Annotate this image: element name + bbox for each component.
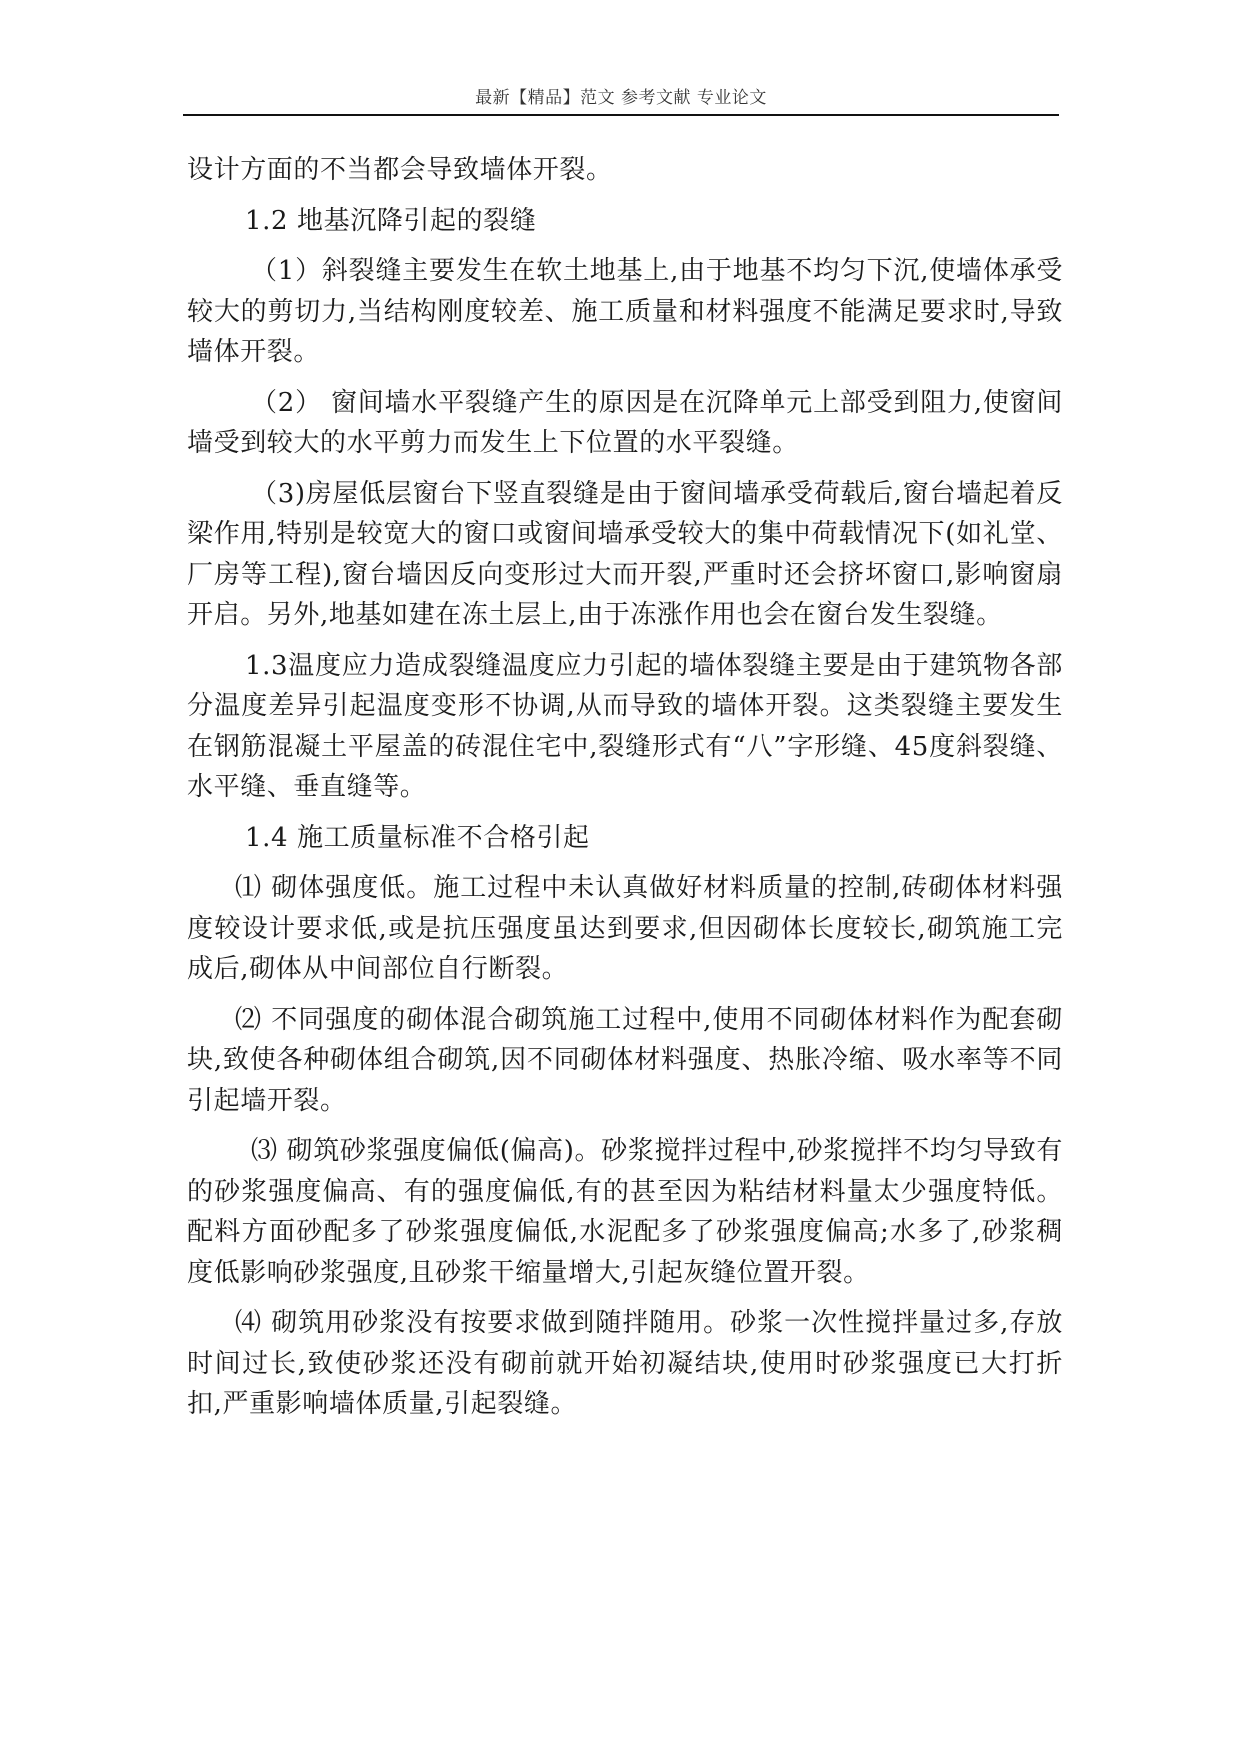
paragraph: 1.3温度应力造成裂缝温度应力引起的墙体裂缝主要是由于建筑物各部分温度差异引起温度变形不协调,从而导致的墙体开裂。这类裂缝主要发生在钢筋混凝土平屋盖的砖混住宅中,裂缝形式有“八”字形缝、45度斜裂缝、水平缝、垂直缝等。: [187, 650, 1063, 802]
paragraph: （3)房屋低层窗台下竖直裂缝是由于窗间墙承受荷载后,窗台墙起着反梁作用,特别是较宽大的窗口或窗间墙承受较大的集中荷载情况下(如礼堂、厂房等工程),窗台墙因反向变形过大而开裂,严重时还会挤坏窗口,影响窗扇开启。另外,地基如建在冻土层上,由于冻涨作用也会在窗台发生裂缝。: [187, 478, 1063, 630]
paragraph: （1）斜裂缝主要发生在软土地基上,由于地基不均匀下沉,使墙体承受较大的剪切力,当结构刚度较差、施工质量和材料强度不能满足要求时,导致墙体开裂。: [187, 256, 1063, 367]
document-body: [187, 150, 1063, 1435]
paragraph: （2） 窗间墙水平裂缝产生的原因是在沉降单元上部受到阻力,使窗间墙受到较大的水平剪力而发生上下位置的水平裂缝。: [187, 387, 1063, 458]
paragraph: ⑶ 砌筑砂浆强度偏低(偏高)。砂浆搅拌过程中,砂浆搅拌不均匀导致有的砂浆强度偏高、有的强度偏低,有的甚至因为粘结材料量太少强度特低。配料方面砂配多了砂浆强度偏低,水泥配多了砂浆强度偏高;水多了,砂浆稠度低影响砂浆强度,且砂浆干缩量增大,引起灰缝位置开裂。: [187, 1136, 1063, 1288]
paragraph: 设计方面的不当都会导致墙体开裂。: [187, 155, 613, 185]
paragraph: ⑷ 砌筑用砂浆没有按要求做到随拌随用。砂浆一次性搅拌量过多,存放时间过长,致使砂浆还没有砌前就开始初凝结块,使用时砂浆强度已大打折扣,严重影响墙体质量,引起裂缝。: [187, 1308, 1063, 1419]
header-divider: [183, 114, 1059, 116]
section-heading-1-2: 1.2 地基沉降引起的裂缝: [245, 205, 537, 236]
page-header: 最新【精品】范文 参考文献 专业论文: [475, 88, 767, 108]
section-heading-1-4: 1.4 施工质量标准不合格引起: [245, 822, 590, 853]
paragraph: ⑵ 不同强度的砌体混合砌筑施工过程中,使用不同砌体材料作为配套砌块,致使各种砌体组合砌筑,因不同砌体材料强度、热胀冷缩、吸水率等不同引起墙开裂。: [187, 1004, 1063, 1116]
paragraph: ⑴ 砌体强度低。施工过程中未认真做好材料质量的控制,砖砌体材料强度较设计要求低,或是抗压强度虽达到要求,但因砌体长度较长,砌筑施工完成后,砌体从中间部位自行断裂。: [187, 873, 1063, 984]
